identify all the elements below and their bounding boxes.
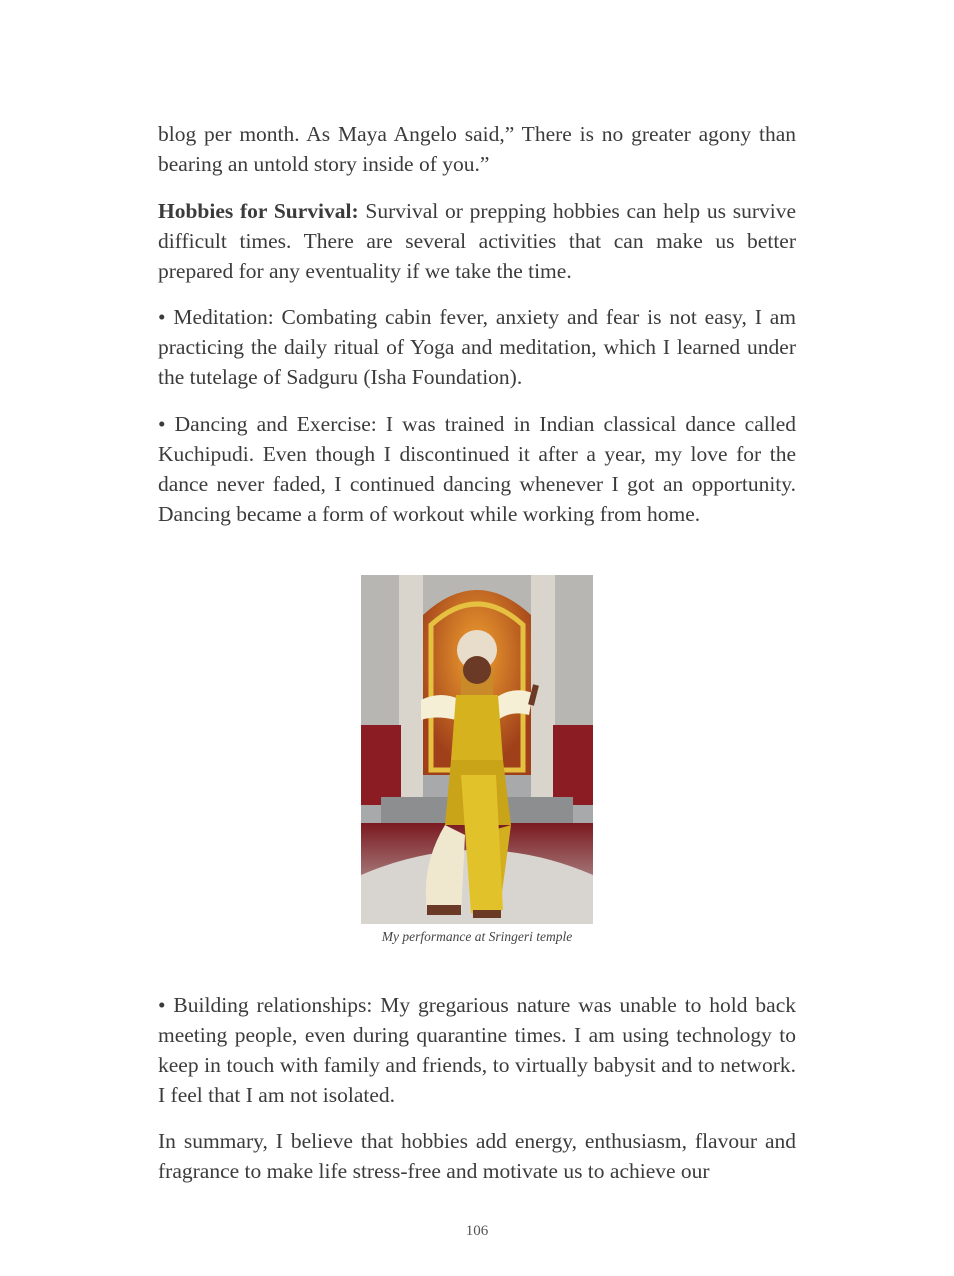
bullet-meditation: • Meditation: Combating cabin fever, anxiety and fear is not easy, I am practicing the daily ritual of Yoga and meditation, which I learned under the tutelage of Sadguru (Isha Foundation). <box>158 305 796 389</box>
section-heading: Hobbies for Survival: <box>158 199 359 223</box>
paragraph-hobbies-survival <box>158 196 796 286</box>
page-number: 106 <box>465 1223 489 1239</box>
bullet-dancing: • Dancing and Exercise: I was trained in Indian classical dance called Kuchipudi. Even though I discontinued it after a year, my love for the dance never faded, I continued dancing whenever I got an opportunity. Dancing became a form of workout while working from home. <box>158 412 796 526</box>
dance-photo <box>361 575 593 924</box>
figure-caption: My performance at Sringeri temple <box>381 929 573 944</box>
bullet-relationships: • Building relationships: My gregarious nature was unable to hold back meeting people, even during quarantine times. I am using technology to keep in touch with family and friends, to virtually babysit and to network. I feel that I am not isolated. <box>158 993 796 1107</box>
paragraph-body: Survival or prepping hobbies can help us survive difficult times. There are several activities that can make us better prepared for any eventuality if we take the time. <box>158 199 796 283</box>
paragraph-quote: blog per month. As Maya Angelo said,” There is no greater agony than bearing an untold story inside of you.” <box>158 122 796 176</box>
paragraph-summary: In summary, I believe that hobbies add energy, enthusiasm, flavour and fragrance to make life stress-free and motivate us to achieve our <box>158 1129 796 1183</box>
